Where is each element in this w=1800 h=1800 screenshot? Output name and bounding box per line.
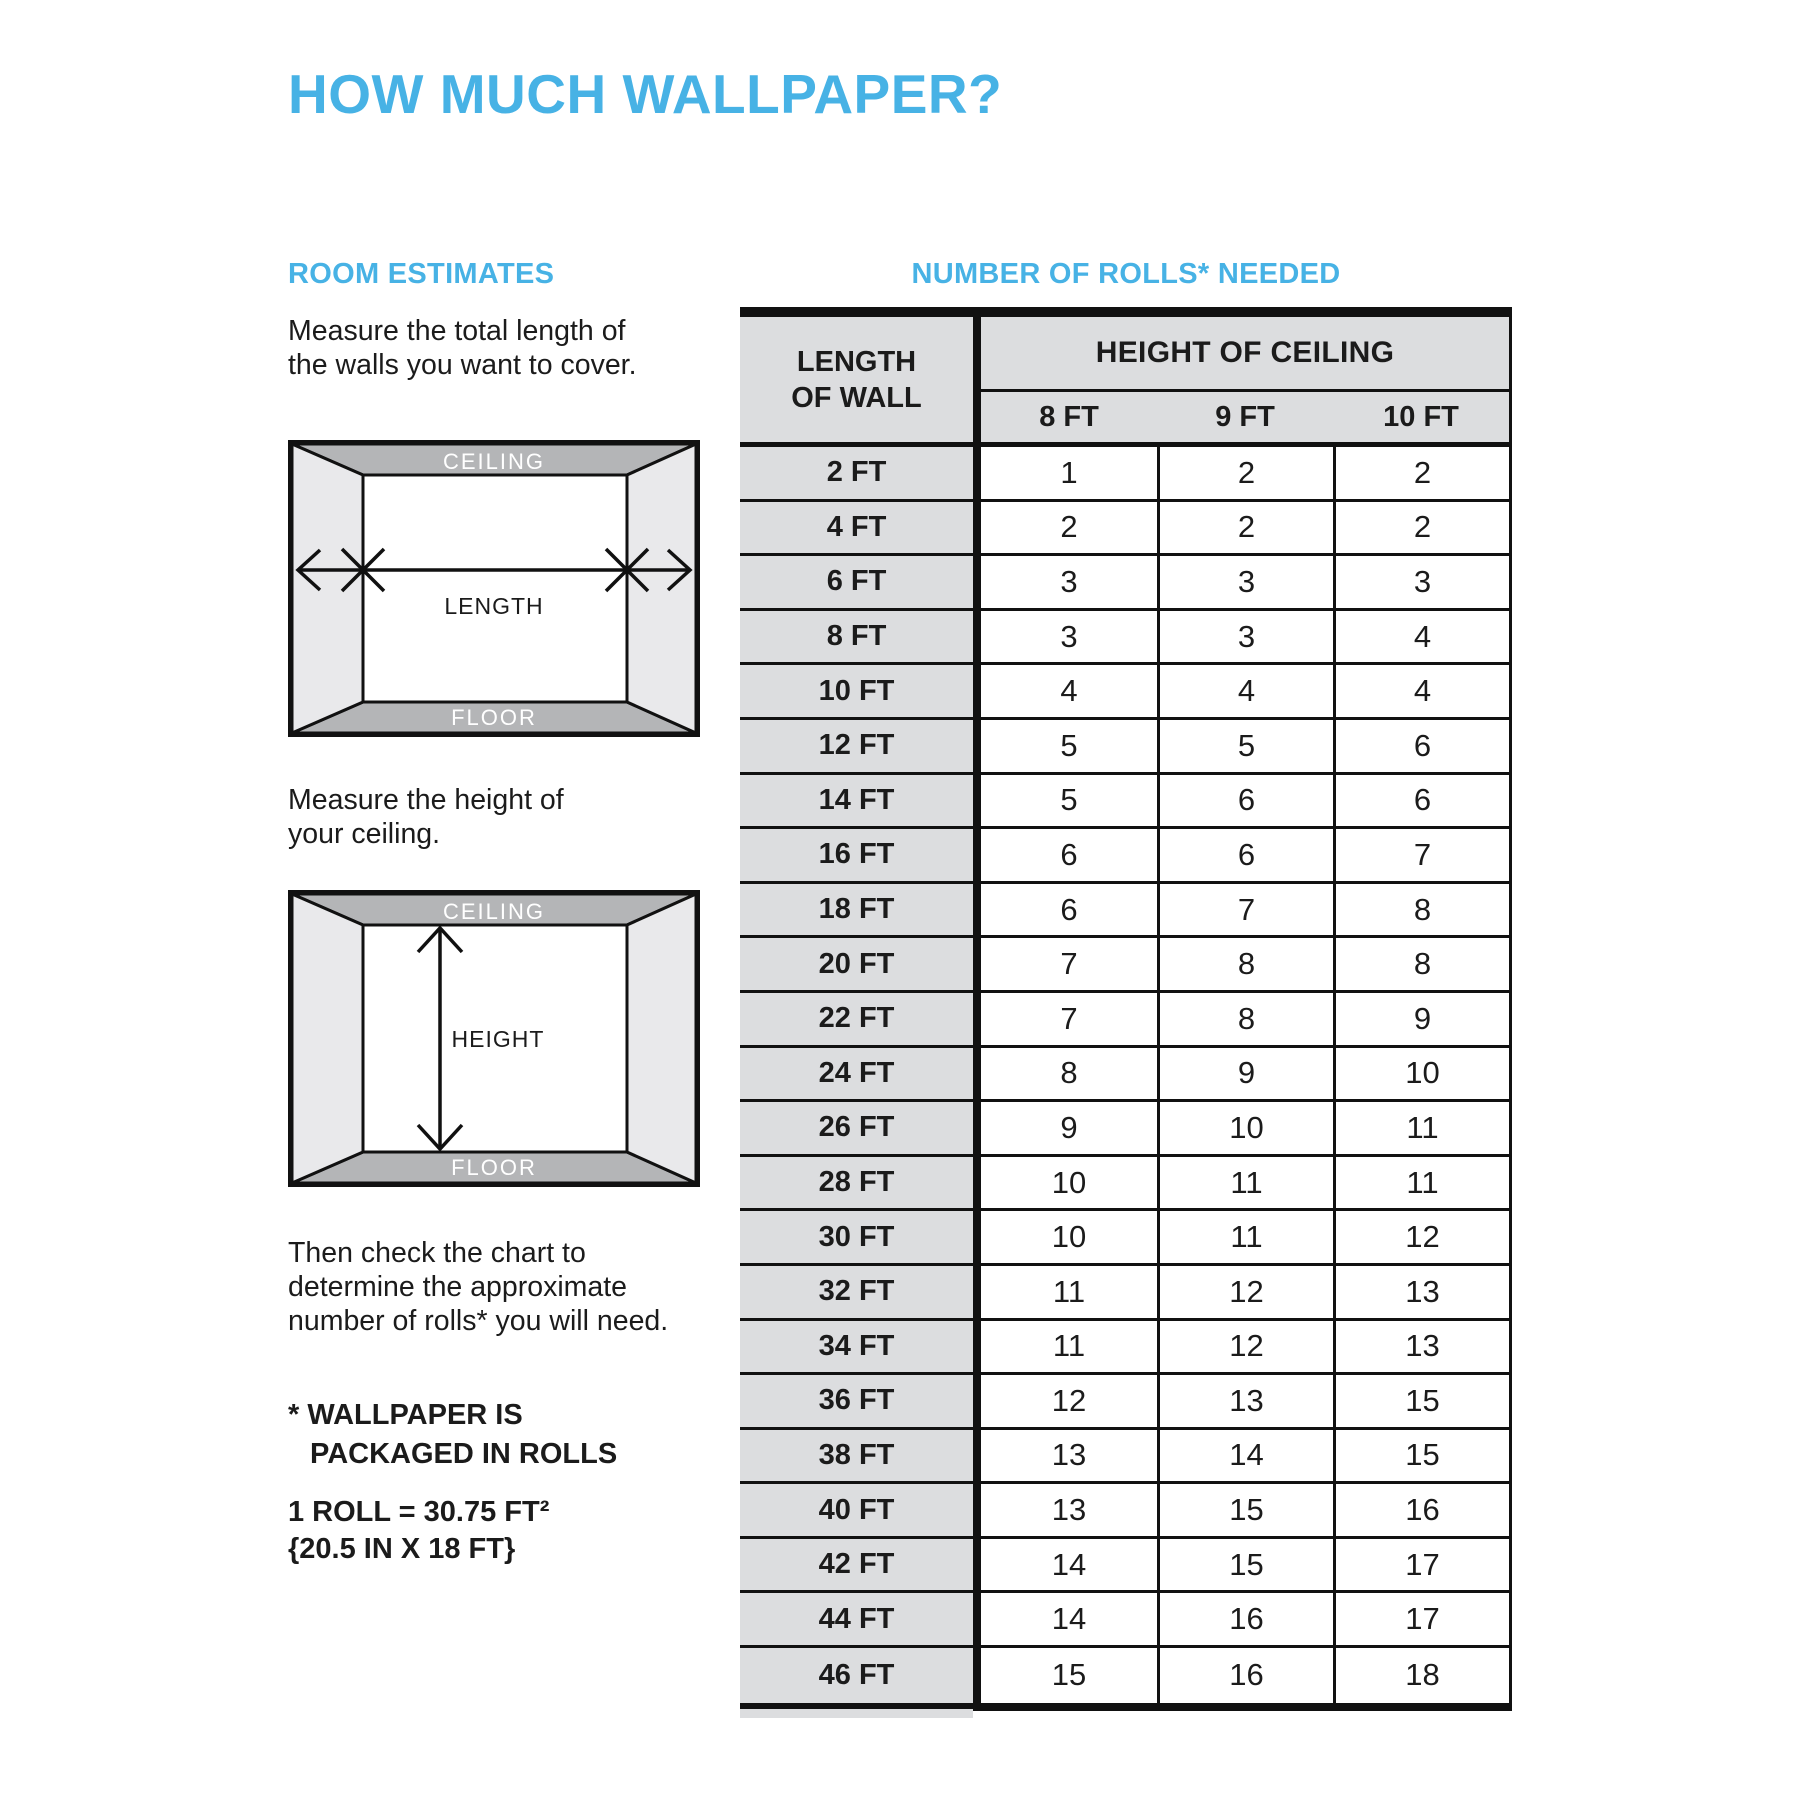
rolls-footnote (288, 1396, 617, 1474)
value-cell: 8 (1333, 884, 1509, 939)
back-wall-surface (363, 475, 627, 702)
row-header-cell: 4 FT (740, 502, 981, 557)
height-measure-label: HEIGHT (451, 1026, 545, 1052)
value-cell: 15 (1333, 1430, 1509, 1485)
value-cell: 2 (1333, 502, 1509, 557)
floor-label: FLOOR (451, 1155, 537, 1180)
value-cell: 12 (1333, 1211, 1509, 1266)
value-cell: 17 (1333, 1539, 1509, 1594)
check-chart-paragraph (288, 1236, 668, 1338)
value-cell: 8 (1157, 938, 1333, 993)
value-cell: 2 (1333, 447, 1509, 502)
value-cell: 7 (1333, 829, 1509, 884)
check-chart-line1: Then check the chart to (288, 1237, 586, 1269)
value-cell: 11 (1333, 1157, 1509, 1212)
value-cell: 9 (1157, 1048, 1333, 1103)
row-header-cell: 46 FT (740, 1648, 981, 1703)
value-cell: 3 (1333, 556, 1509, 611)
value-cell: 1 (981, 447, 1157, 502)
column-header-9ft: 9 FT (1157, 392, 1333, 447)
value-cell: 6 (1333, 720, 1509, 775)
value-cell: 10 (981, 1157, 1157, 1212)
row-header-cell: 36 FT (740, 1375, 981, 1430)
right-wall-surface (627, 894, 696, 1183)
value-cell: 3 (1157, 611, 1333, 666)
measure-height-line2: your ceiling. (288, 818, 441, 850)
value-cell: 11 (1157, 1211, 1333, 1266)
rolls-footnote-line2: PACKAGED IN ROLLS (310, 1438, 618, 1470)
row-group-header-line1: LENGTH (796, 345, 917, 378)
row-header-cell: 24 FT (740, 1048, 981, 1103)
column-group-header: HEIGHT OF CEILING (981, 317, 1509, 392)
row-header-cell: 28 FT (740, 1157, 981, 1212)
value-cell: 8 (1333, 938, 1509, 993)
row-header-cell: 40 FT (740, 1484, 981, 1539)
value-cell: 10 (1333, 1048, 1509, 1103)
value-cell: 2 (981, 502, 1157, 557)
value-cell: 13 (981, 1430, 1157, 1485)
value-cell: 7 (981, 938, 1157, 993)
value-cell: 16 (1157, 1593, 1333, 1648)
value-cell: 8 (981, 1048, 1157, 1103)
value-cell: 17 (1333, 1593, 1509, 1648)
value-cell: 13 (1157, 1375, 1333, 1430)
value-cell: 12 (1157, 1266, 1333, 1321)
row-header-cell: 42 FT (740, 1539, 981, 1594)
value-cell: 2 (1157, 447, 1333, 502)
value-cell: 6 (1333, 775, 1509, 830)
value-cell: 3 (981, 556, 1157, 611)
value-cell: 14 (981, 1593, 1157, 1648)
value-cell: 2 (1157, 502, 1333, 557)
value-cell: 6 (981, 884, 1157, 939)
value-cell: 15 (1157, 1539, 1333, 1594)
value-cell: 6 (981, 829, 1157, 884)
value-cell: 18 (1333, 1648, 1509, 1703)
value-cell: 10 (1157, 1102, 1333, 1157)
value-cell: 7 (981, 993, 1157, 1048)
value-cell: 4 (1333, 611, 1509, 666)
left-wall-surface (292, 444, 363, 733)
value-cell: 5 (981, 775, 1157, 830)
value-cell: 15 (1157, 1484, 1333, 1539)
value-cell: 7 (1157, 884, 1333, 939)
rolls-table-heading: NUMBER OF ROLLS* NEEDED (911, 258, 1341, 290)
check-chart-line2: determine the approximate (288, 1271, 628, 1303)
roll-size-line1: 1 ROLL = 30.75 FT² (288, 1496, 550, 1528)
value-cell: 10 (981, 1211, 1157, 1266)
measure-length-paragraph (288, 314, 637, 382)
row-header-cell: 32 FT (740, 1266, 981, 1321)
row-group-header-line2: OF WALL (791, 381, 922, 414)
measure-length-line2: the walls you want to cover. (288, 349, 637, 381)
measure-height-line1: Measure the height of (288, 784, 564, 816)
row-header-cell: 30 FT (740, 1211, 981, 1266)
value-cell: 4 (1333, 665, 1509, 720)
row-header-cell: 16 FT (740, 829, 981, 884)
value-cell: 11 (981, 1321, 1157, 1376)
rolls-footnote-line1: * WALLPAPER IS (288, 1399, 523, 1431)
column-header-8ft: 8 FT (981, 392, 1157, 447)
value-cell: 13 (981, 1484, 1157, 1539)
value-cell: 13 (1333, 1266, 1509, 1321)
row-header-cell: 14 FT (740, 775, 981, 830)
value-cell: 12 (1157, 1321, 1333, 1376)
rolls-table (740, 307, 1512, 1711)
value-cell: 16 (1157, 1648, 1333, 1703)
value-cell: 14 (1157, 1430, 1333, 1485)
value-cell: 15 (1333, 1375, 1509, 1430)
row-header-cell: 8 FT (740, 611, 981, 666)
value-cell: 4 (981, 665, 1157, 720)
row-header-cell: 34 FT (740, 1321, 981, 1376)
value-cell: 16 (1333, 1484, 1509, 1539)
row-header-cell: 44 FT (740, 1593, 981, 1648)
length-measure-label: LENGTH (444, 593, 544, 619)
value-cell: 14 (981, 1539, 1157, 1594)
table-bottom-gray-sliver (740, 1709, 973, 1718)
row-header-cell: 10 FT (740, 665, 981, 720)
roll-size-line2: {20.5 IN X 18 FT} (288, 1533, 516, 1565)
measure-length-line1: Measure the total length of (288, 315, 626, 347)
row-header-cell: 18 FT (740, 884, 981, 939)
value-cell: 11 (1333, 1102, 1509, 1157)
value-cell: 12 (981, 1375, 1157, 1430)
room-length-diagram (288, 440, 700, 737)
value-cell: 8 (1157, 993, 1333, 1048)
ceiling-label: CEILING (442, 899, 546, 924)
value-cell: 5 (981, 720, 1157, 775)
value-cell: 3 (1157, 556, 1333, 611)
value-cell: 11 (1157, 1157, 1333, 1212)
page-title: HOW MUCH WALLPAPER? (288, 63, 1003, 125)
room-height-diagram (288, 890, 700, 1187)
row-group-header (740, 317, 981, 447)
value-cell: 9 (981, 1102, 1157, 1157)
ceiling-label: CEILING (442, 449, 546, 474)
left-wall-surface (292, 894, 363, 1183)
row-header-cell: 6 FT (740, 556, 981, 611)
value-cell: 13 (1333, 1321, 1509, 1376)
value-cell: 5 (1157, 720, 1333, 775)
roll-size-info (288, 1494, 549, 1568)
value-cell: 11 (981, 1266, 1157, 1321)
row-header-cell: 2 FT (740, 447, 981, 502)
floor-label: FLOOR (451, 705, 537, 730)
room-estimates-heading: ROOM ESTIMATES (288, 258, 555, 290)
value-cell: 15 (981, 1648, 1157, 1703)
value-cell: 9 (1333, 993, 1509, 1048)
row-header-cell: 12 FT (740, 720, 981, 775)
row-header-cell: 26 FT (740, 1102, 981, 1157)
column-header-10ft: 10 FT (1333, 392, 1509, 447)
row-header-cell: 22 FT (740, 993, 981, 1048)
measure-height-paragraph (288, 783, 564, 851)
value-cell: 3 (981, 611, 1157, 666)
value-cell: 4 (1157, 665, 1333, 720)
row-header-cell: 38 FT (740, 1430, 981, 1485)
check-chart-line3: number of rolls* you will need. (288, 1305, 669, 1337)
right-wall-surface (627, 444, 696, 733)
value-cell: 6 (1157, 775, 1333, 830)
row-header-cell: 20 FT (740, 938, 981, 993)
value-cell: 6 (1157, 829, 1333, 884)
